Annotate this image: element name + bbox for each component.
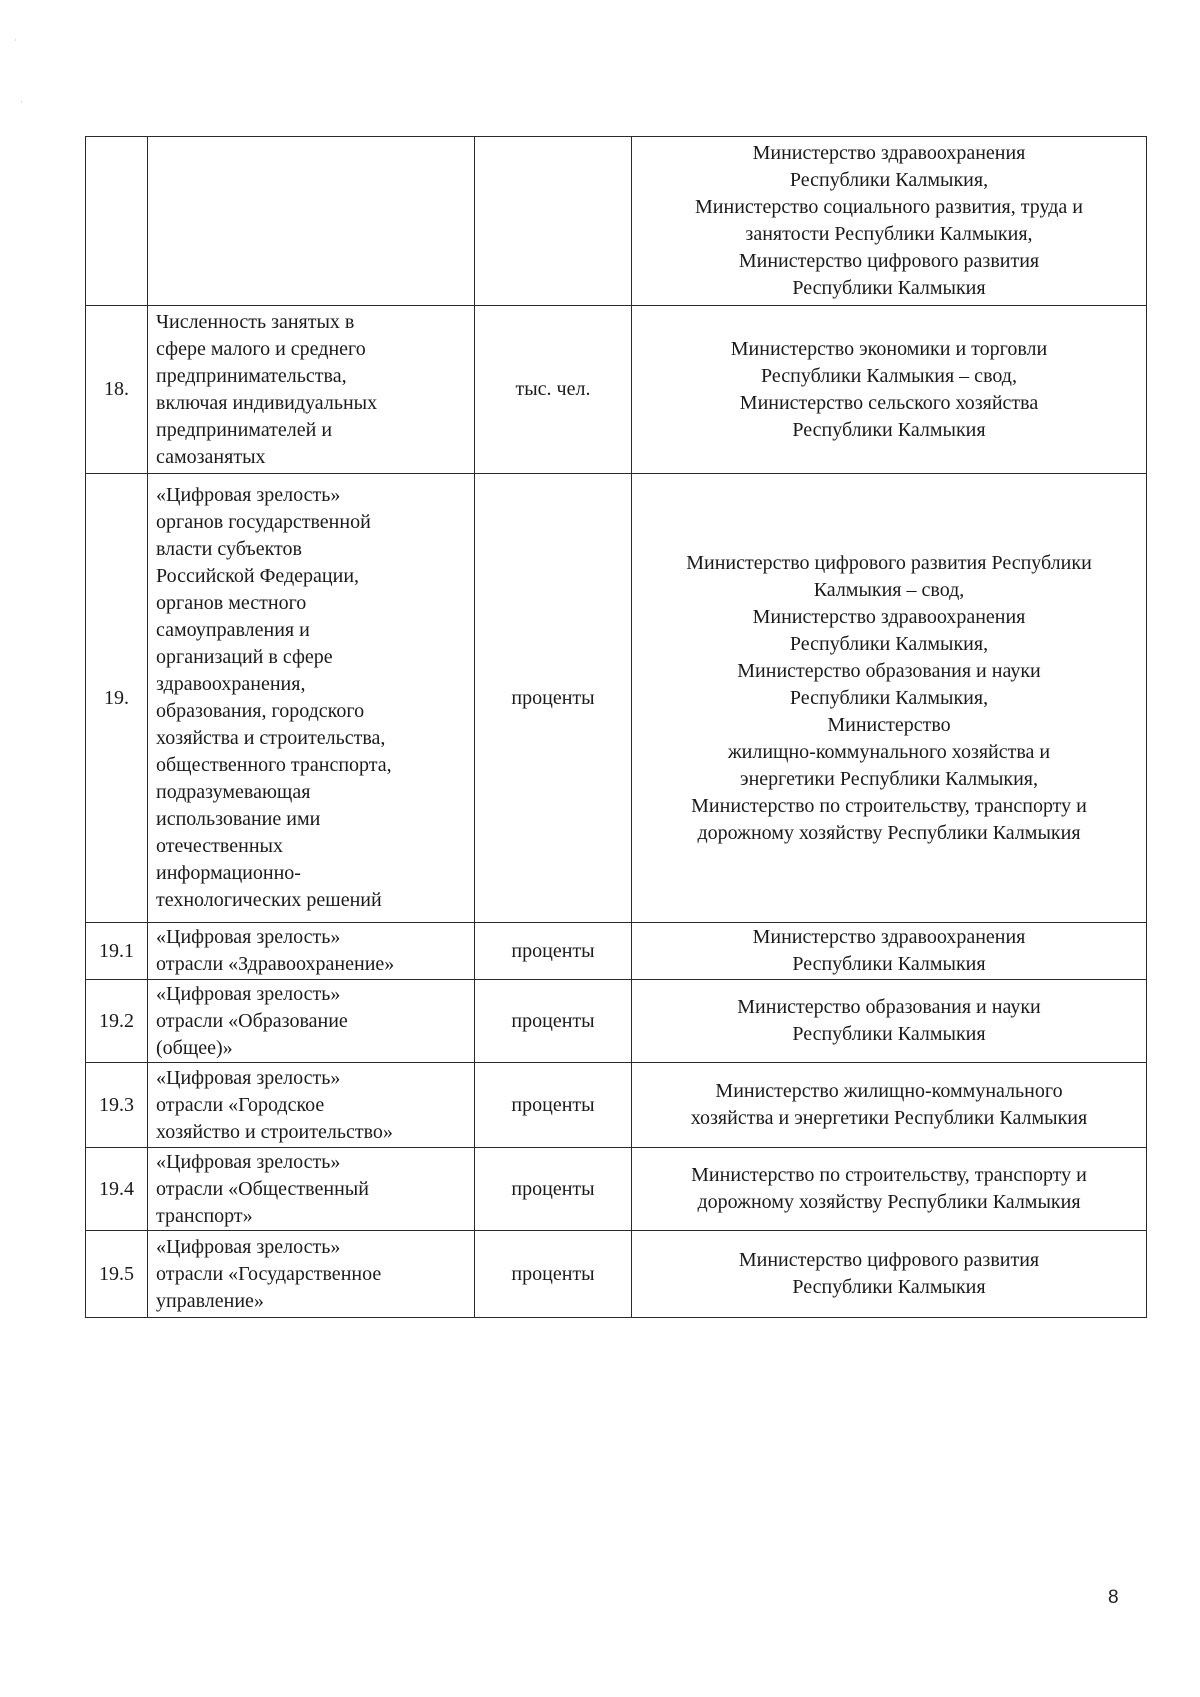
indicator-cell-line: предпринимательства, [156,364,347,387]
responsible-cell [632,306,1146,473]
indicator-cell-line: (общее)» [156,1036,233,1059]
row-number-cell [86,137,147,305]
responsible-cell-line: Министерство здравоохранения [752,926,1026,948]
row-number-cell-text: 19.2 [99,1009,134,1032]
responsible-cell [632,1231,1146,1317]
row-number-cell-text: 19.5 [99,1262,134,1285]
indicator-cell-line: предпринимателей и [156,418,333,441]
indicator-cell-line: включая индивидуальных [156,391,378,414]
responsible-cell-line: Республики Калмыкия [792,1276,986,1298]
indicator-cell-line: отрасли «Общественный [156,1177,369,1200]
responsible-cell-line: Республики Калмыкия [792,418,986,441]
responsible-cell-line: занятости Республики Калмыкия, [745,223,1033,245]
responsible-cell-line: Министерство жилищно-коммунального [715,1080,1063,1102]
indicator-cell-line: власти субъектов [156,538,302,560]
unit-cell [475,1148,631,1230]
unit-cell-text: проценты [511,686,595,709]
responsible-cell-line: Министерство по строительству, транспорту и [691,1164,1087,1186]
indicator-cell-line: самоуправления и [156,619,310,641]
indicator-cell-line: использование ими [156,808,321,830]
responsible-cell-line: Республики Калмыкия, [789,632,989,655]
indicator-cell [148,923,474,979]
row-number-cell [86,1063,147,1147]
indicator-cell-line: отрасли «Образование [156,1009,348,1032]
unit-cell [475,1063,631,1147]
unit-cell [475,306,631,473]
indicator-cell-line: органов местного [156,592,307,614]
row-number-cell-text: 19. [104,686,129,709]
indicator-cell [148,1231,474,1317]
indicator-cell-line: отрасли «Здравоохранение» [156,953,395,975]
row-number-cell [86,923,147,979]
responsible-cell [632,137,1146,305]
responsible-cell-line: Министерство здравоохранения [752,142,1026,164]
responsible-cell-line: жилищно-коммунального хозяйства и [727,740,1051,763]
responsible-cell-line: Республики Калмыкия, [789,169,989,191]
indicator-cell [148,137,474,305]
indicator-cell-line: организаций в сфере [156,646,333,668]
unit-cell-text: проценты [511,1177,595,1200]
indicator-cell-line: отечественных [156,835,283,857]
responsible-cell-line: дорожному хозяйству Республики Калмыкия [697,1191,1081,1213]
indicator-cell [148,1063,474,1147]
responsible-cell-line: Министерство цифрового развития [738,250,1040,272]
indicator-cell-line: хозяйства и строительства, [156,727,386,749]
row-number-cell-text: 19.1 [99,939,134,962]
responsible-cell [632,1063,1146,1147]
responsible-cell-line: Министерство цифрового развития Республики [686,551,1092,574]
indicator-cell-line: «Цифровая зрелость» [156,1066,341,1089]
responsible-cell-line: Министерство здравоохранения [752,605,1026,628]
row-number-cell [86,1231,147,1317]
responsible-cell-line: Министерство социального развития, труда и [695,196,1083,218]
unit-cell-text: проценты [511,1262,595,1285]
indicator-cell-line: общественного транспорта, [156,754,392,776]
row-number-cell [86,474,147,922]
table-rule [1146,136,1147,1318]
table-rule [85,1317,1147,1318]
page-number: 8 [1108,1587,1119,1608]
unit-cell [475,923,631,979]
indicator-cell [148,980,474,1062]
row-number-cell [86,306,147,473]
responsible-cell [632,923,1146,979]
indicator-cell-line: транспорт» [156,1204,253,1227]
responsible-cell-line: Министерство образования и науки [737,659,1041,682]
unit-cell [475,1231,631,1317]
row-number-cell [86,980,147,1062]
row-number-cell-text: 19.4 [99,1177,134,1200]
indicator-cell-line: информационно- [156,862,301,884]
scan-speck: · [14,36,17,46]
indicator-cell-line: хозяйство и строительство» [156,1120,393,1143]
row-number-cell-text: 18. [104,378,129,400]
unit-cell-text: проценты [511,939,595,962]
indicator-cell-line: Численность занятых в [156,310,355,333]
indicator-cell-line: «Цифровая зрелость» [156,982,341,1005]
responsible-cell [632,474,1146,922]
indicator-cell-line: органов государственной [156,511,371,533]
indicator-cell-line: здравоохранения, [156,673,306,695]
responsible-cell-line: Министерство образования и науки [737,996,1041,1018]
indicator-cell [148,1148,474,1230]
responsible-cell-line: Республики Калмыкия [792,1023,986,1045]
indicator-cell-line: «Цифровая зрелость» [156,1235,341,1258]
unit-cell [475,137,631,305]
indicator-cell-line: отрасли «Городское [156,1093,325,1116]
scan-speck: · [20,98,23,108]
unit-cell [475,474,631,922]
unit-cell-text: тыс. чел. [515,378,591,400]
responsible-cell-line: Министерство экономики и торговли [730,337,1048,360]
row-number-cell [86,1148,147,1230]
indicator-cell-line: Российской Федерации, [156,565,360,587]
unit-cell-text: проценты [511,1093,595,1116]
responsible-cell-line: Министерство цифрового развития [738,1249,1040,1271]
responsible-cell-line: Республики Калмыкия – свод, [761,364,1017,387]
indicator-cell-line: «Цифровая зрелость» [156,926,341,948]
responsible-cell-line: Республики Калмыкия, [789,686,989,709]
responsible-cell-line: Республики Калмыкия [792,953,986,975]
indicator-cell-line: управление» [156,1289,264,1312]
responsible-cell-line: хозяйства и энергетики Республики Калмыкия [690,1107,1088,1129]
responsible-cell-line: Республики Калмыкия [792,277,986,299]
responsible-cell-line: Министерство сельского хозяйства [739,391,1039,414]
responsible-cell [632,1148,1146,1230]
responsible-cell-line: энергетики Республики Калмыкия, [740,767,1038,790]
responsible-cell-line: Министерство по строительству, транспорту и [691,794,1087,817]
responsible-cell-line: Калмыкия – свод, [813,578,965,601]
indicator-cell-line: «Цифровая зрелость» [156,1150,341,1173]
indicator-cell-line: образования, городского [156,700,365,722]
indicator-cell [148,474,474,922]
indicator-cell-line: подразумевающая [156,781,311,803]
responsible-cell [632,980,1146,1062]
indicator-cell-line: «Цифровая зрелость» [156,484,341,506]
indicator-cell-line: самозанятых [156,445,266,468]
responsible-cell-line: Министерство [827,713,951,736]
indicator-cell-line: технологических решений [156,889,382,911]
unit-cell [475,980,631,1062]
indicator-cell-line: отрасли «Государственное [156,1262,382,1285]
unit-cell-text: проценты [511,1009,595,1032]
responsible-cell-line: дорожному хозяйству Республики Калмыкия [697,821,1081,844]
indicator-cell-line: сфере малого и среднего [156,337,366,360]
row-number-cell-text: 19.3 [99,1093,134,1116]
indicator-cell [148,306,474,473]
